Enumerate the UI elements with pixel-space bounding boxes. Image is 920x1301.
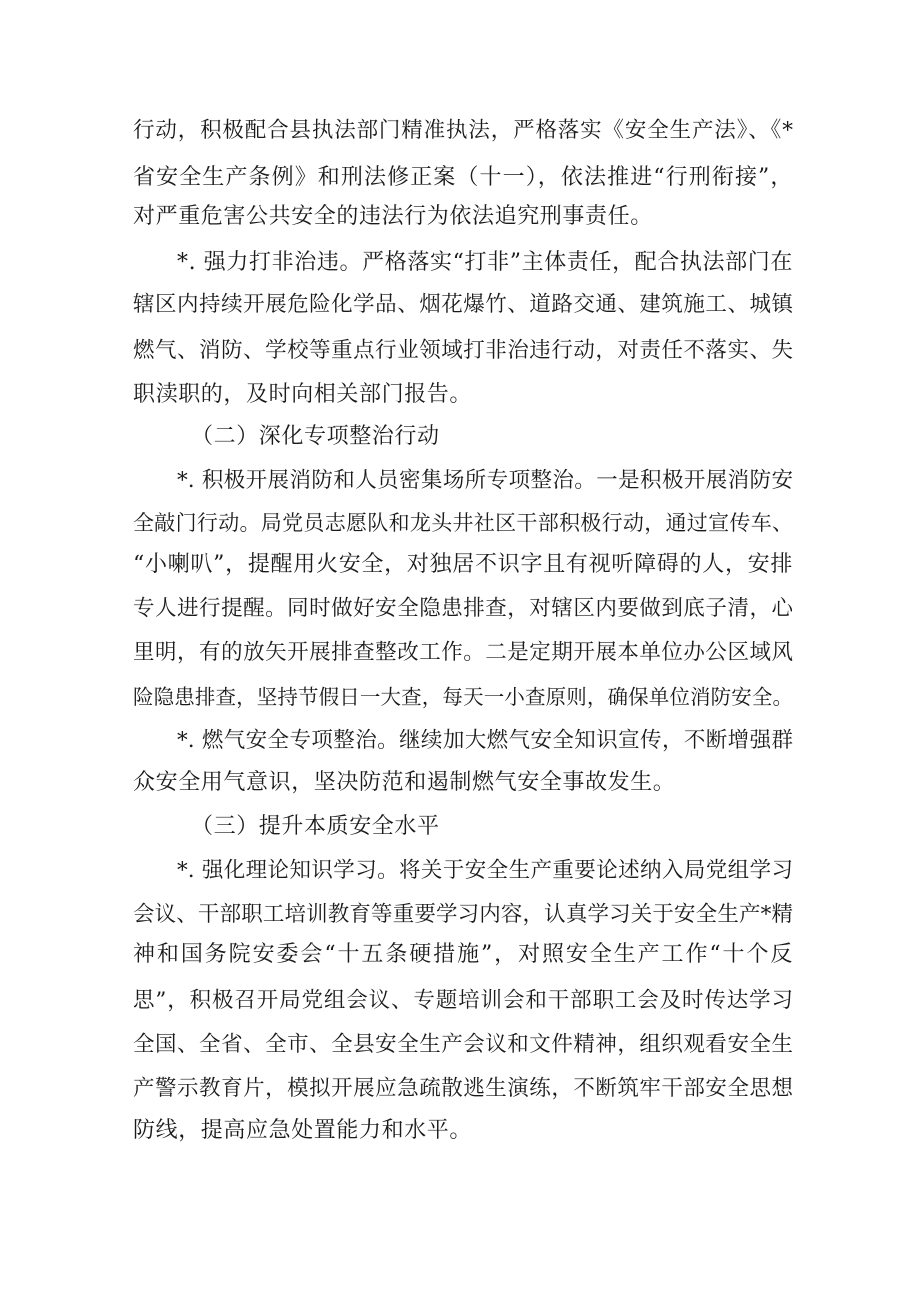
paragraph-line: 行动，积极配合县执法部门精准执法，严格落实《安全生产法》、《* — [133, 118, 793, 143]
paragraph-line: 辖区内持续开展危险化学品、烟花爆竹、道路交通、建筑施工、城镇 — [133, 292, 793, 317]
paragraph-line: 全国、全省、全市、全县安全生产会议和文件精神，组织观看安全生 — [133, 1032, 793, 1057]
paragraph-line: *. 强力打非治违。严格落实“打非”主体责任，配合执法部门在 — [177, 250, 793, 275]
paragraph-line: 省安全生产条例》和刑法修正案（十一），依法推进“行刑衔接”， — [133, 165, 793, 190]
paragraph-line: 对严重危害公共安全的违法行为依法追究刑事责任。 — [133, 204, 653, 229]
paragraph-line: 神和国务院安委会“十五条硬措施”，对照安全生产工作“十个反 — [133, 942, 793, 967]
section-heading: （二）深化专项整治行动 — [191, 424, 440, 449]
paragraph-line: *. 强化理论知识学习。将关于安全生产重要论述纳入局党组学习 — [177, 858, 793, 883]
paragraph-line: 燃气、消防、学校等重点行业领域打非治违行动，对责任不落实、失 — [133, 338, 793, 363]
paragraph-line: 专人进行提醒。同时做好安全隐患排查，对辖区内要做到底子清，心 — [133, 596, 793, 621]
paragraph-line: 险隐患排查，坚持节假日一大查，每天一小查原则，确保单位消防安全。 — [133, 685, 793, 709]
paragraph-line: “小喇叭”，提醒用火安全，对独居不识字且有视听障碍的人，安排 — [133, 552, 793, 577]
paragraph-line: 防线，提高应急处置能力和水平。 — [133, 1118, 473, 1143]
paragraph-line: 职渎职的，及时向相关部门报告。 — [133, 382, 473, 407]
paragraph-line: 思”，积极召开局党组会议、专题培训会和干部职工会及时传达学习 — [133, 988, 793, 1013]
paragraph-line: 全敲门行动。局党员志愿队和龙头井社区干部积极行动，通过宣传车、 — [133, 511, 793, 535]
paragraph-line: *. 积极开展消防和人员密集场所专项整治。一是积极开展消防安 — [177, 468, 793, 493]
paragraph-line: *. 燃气安全专项整治。继续加大燃气安全知识宣传，不断增强群 — [177, 728, 793, 753]
section-heading: （三）提升本质安全水平 — [191, 814, 440, 839]
paragraph-line: 会议、干部职工培训教育等重要学习内容，认真学习关于安全生产*精 — [133, 902, 793, 927]
paragraph-line: 众安全用气意识，坚决防范和遏制燃气安全事故发生。 — [133, 770, 676, 795]
paragraph-line: 里明，有的放矢开展排查整改工作。二是定期开展本单位办公区域风 — [133, 640, 793, 665]
paragraph-line: 产警示教育片，模拟开展应急疏散逃生演练，不断筑牢干部安全思想 — [133, 1076, 793, 1101]
